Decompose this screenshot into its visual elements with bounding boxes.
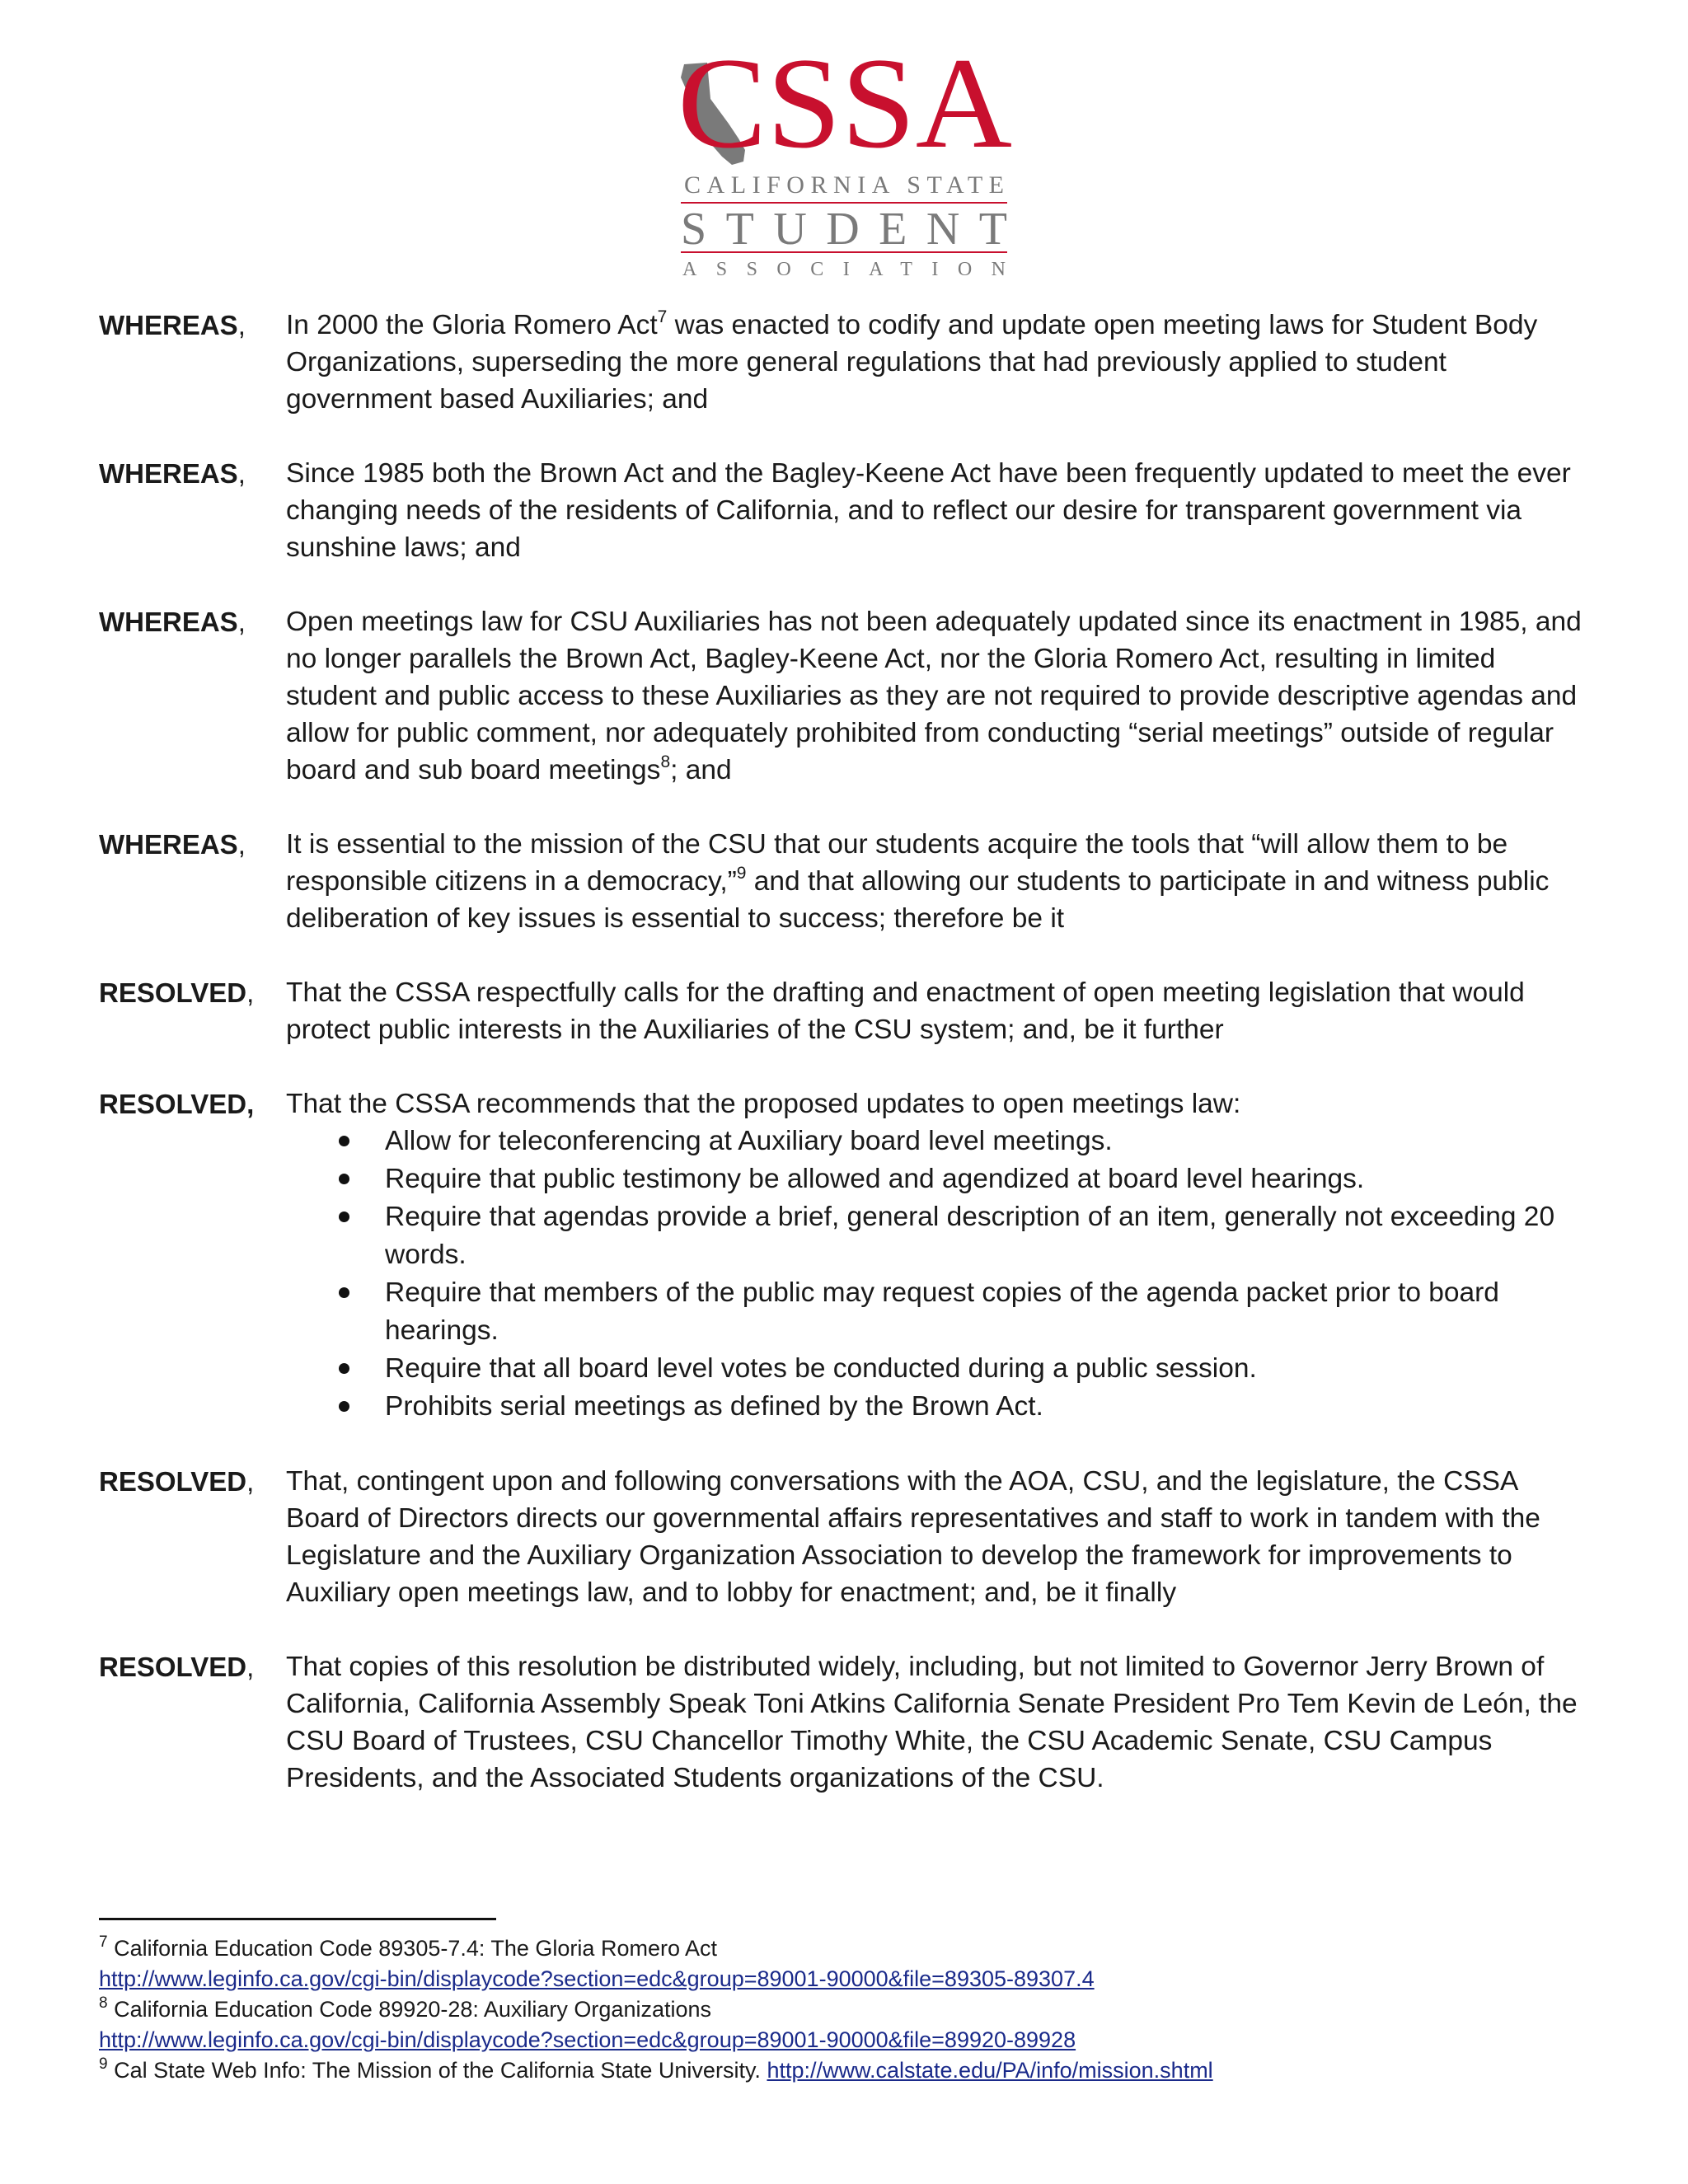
clause-label: RESOLVED, [99, 977, 255, 1008]
footnote-link[interactable]: http://www.leginfo.ca.gov/cgi-bin/displaycode?section=edc&group=89001-90000&file=89305-89307.4 [99, 1966, 1095, 1991]
cssa-logo [674, 41, 1014, 280]
footnote-link[interactable]: http://www.calstate.edu/PA/info/mission.shtml [767, 2058, 1213, 2083]
list-item: Require that agendas provide a brief, general description of an item, generally not exceeding 20 words. [286, 1198, 1591, 1274]
clause-whereas [99, 826, 1591, 937]
logo-line-california-state: CALIFORNIA STATE [684, 171, 1004, 199]
clause-label: RESOLVED, [99, 1089, 255, 1119]
clause-whereas [99, 603, 1591, 789]
clause-text: In 2000 the Gloria Romero Act$^7$ was enacted to codify and update open meeting laws for Student Body Organizations, superseding the more general regulations that had previously applied to student government based Auxiliaries; and [286, 307, 1538, 415]
list-item: Require that all board level votes be conducted during a public session. [286, 1350, 1591, 1388]
clause-resolved [99, 974, 1591, 1048]
footnotes [99, 1933, 1599, 2086]
list-item: Require that members of the public may request copies of the agenda packet prior to board hearings. [286, 1274, 1591, 1350]
clause-label: RESOLVED, [99, 1466, 255, 1497]
footnote-reference: 9 [736, 864, 747, 883]
bullet-icon [339, 1174, 349, 1184]
list-item: Require that public testimony be allowed and agendized at board level hearings. [286, 1160, 1591, 1198]
recommendation-list [286, 1122, 1591, 1426]
clause-text: That copies of this resolution be distributed widely, including, but not limited to Governor Jerry Brown of California, California Assembly Speak Toni Atkins California Senate President Pro Tem Kevin de León, the CSU Board of Trustees, CSU Chancellor Timothy White, the CSU Academic Senate, CSU Campus Presidents, and the Associated Students organizations of the CSU. [286, 1652, 1578, 1793]
clause-label: WHEREAS, [99, 458, 246, 489]
footnote-7: $^7$ California Education Code 89305-7.4: The Gloria Romero Act [99, 1933, 717, 1961]
clause-resolved [99, 1085, 1591, 1426]
list-item: Prohibits serial meetings as defined by the Brown Act. [286, 1388, 1591, 1426]
footnote-8: $^8$ California Education Code 89920-28: Auxiliary Organizations [99, 1994, 712, 2022]
logo-line-student: STUDENT [681, 204, 1007, 255]
clause-label: WHEREAS, [99, 607, 246, 637]
clause-text: Since 1985 both the Brown Act and the Bagley-Keene Act have been frequently updated to meet the ever changing needs of the residents of California, and to reflect our desire for transparent government via sunshine laws; and [286, 458, 1571, 563]
footnote-link[interactable]: http://www.leginfo.ca.gov/cgi-bin/displaycode?section=edc&group=89001-90000&file=89920-89928 [99, 2027, 1076, 2052]
bullet-icon [339, 1363, 349, 1374]
bullet-icon [339, 1136, 349, 1146]
footnote-reference: 8 [660, 752, 671, 771]
clause-label: WHEREAS, [99, 829, 246, 860]
clause-text: It is essential to the mission of the CSU that our students acquire the tools that “will allow them to be responsible citizens in a democracy,”$^9$ and that allowing our students to participate in and witness public deliberation of key issues is essential to success; therefore be it [286, 829, 1550, 934]
footnote-divider [99, 1918, 496, 1920]
footnote-link-line [99, 2025, 1599, 2055]
bullet-icon [339, 1401, 349, 1412]
clause-resolved [99, 1648, 1591, 1797]
clause-text: That the CSSA respectfully calls for the drafting and enactment of open meeting legislation that would protect public interests in the Auxiliaries of the CSU system; and, be it further [286, 977, 1525, 1045]
clause-resolved [99, 1463, 1591, 1611]
clause-label: RESOLVED, [99, 1652, 255, 1682]
logo-wordmark: CSSA [678, 41, 1012, 176]
list-item: Allow for teleconferencing at Auxiliary board level meetings. [286, 1122, 1591, 1160]
clause-text: That, contingent upon and following conversations with the AOA, CSU, and the legislature, the CSSA Board of Directors directs our governmental affairs representatives and staff to work in tandem with the Legislature and the Auxiliary Organization Association to develop the framework for improvements to Auxiliary open meetings law, and to lobby for enactment; and, be it finally [286, 1466, 1540, 1608]
clause-whereas [99, 307, 1591, 418]
footnote-link-line [99, 1964, 1599, 1994]
resolution-clauses [99, 307, 1591, 1834]
clause-whereas [99, 455, 1591, 566]
clause-text: Open meetings law for CSU Auxiliaries has not been adequately updated since its enactment in 1985, and no longer parallels the Brown Act, Bagley-Keene Act, nor the Gloria Romero Act, resulting in limited student and public access to these Auxiliaries as they are not required to provide descriptive agendas and allow for public comment, nor adequately prohibited from conducting “serial meetings” outside of regular board and sub board meetings$^8$; and [286, 607, 1582, 785]
footnote-reference: 7 [657, 307, 668, 326]
footnote-9: $^9$ Cal State Web Info: The Mission of the California State University. http://www.calstate.edu/PA/info/mission.shtml [99, 2055, 1213, 2083]
clause-text: That the CSSA recommends that the proposed updates to open meetings law: Allow for teleconferencing at Auxiliary board level meetings. Require that public testimony be allowed and agendized at board level hearings. Require that agendas provide a brief, general description of an item, generally not exceeding 20 words. Require that members of the public may request copies of the agenda packet prior to board hearings. Require that all board level votes be conducted during a public session. Prohibits serial meetings as defined by the Brown Act. [286, 1085, 1591, 1426]
clause-label: WHEREAS, [99, 310, 246, 340]
logo-line-association: ASSOCIATION [682, 259, 1006, 280]
bullet-icon [339, 1212, 349, 1222]
bullet-icon [339, 1287, 349, 1298]
